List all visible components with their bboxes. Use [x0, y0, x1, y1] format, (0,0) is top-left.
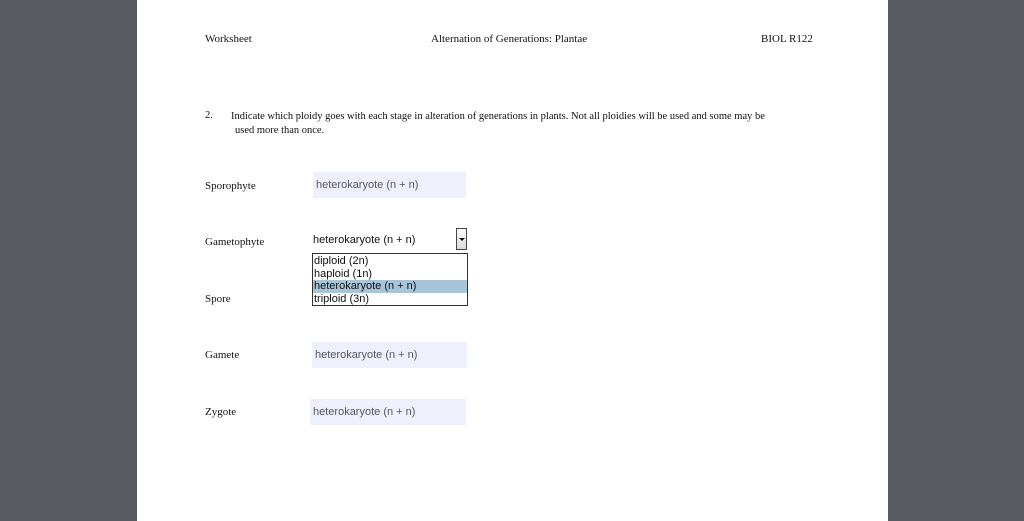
chevron-down-icon	[459, 238, 465, 241]
stage-label-sporophyte: Sporophyte	[205, 180, 256, 192]
stage-label-gametophyte: Gametophyte	[205, 236, 265, 248]
option-heterokaryote[interactable]: heterokaryote (n + n)	[313, 280, 467, 293]
option-diploid[interactable]: diploid (2n)	[314, 255, 369, 267]
gametophyte-ploidy-select[interactable]	[310, 227, 467, 253]
header-course: BIOL R122	[761, 33, 813, 45]
ploidy-options-list[interactable]	[312, 253, 468, 306]
stage-label-gamete: Gamete	[205, 349, 240, 361]
header-left: Worksheet	[205, 33, 252, 45]
question-text-line1: Indicate which ploidy goes with each stage in alteration of generations in plants. Not all ploidies will be used and some may be	[231, 111, 765, 122]
option-haploid[interactable]: haploid (1n)	[314, 267, 373, 280]
question-text-line2: used more than once.	[235, 125, 325, 136]
stage-label-zygote: Zygote	[205, 406, 237, 418]
zygote-ploidy-select[interactable]: heterokaryote (n + n)	[310, 399, 466, 425]
stage-label-spore: Spore	[205, 293, 231, 305]
dropdown-toggle-button[interactable]	[456, 228, 467, 250]
header-title: Alternation of Generations: Plantae	[431, 33, 588, 45]
question-number: 2.	[205, 110, 213, 121]
gamete-ploidy-select[interactable]: heterokaryote (n + n)	[312, 342, 467, 368]
option-triploid[interactable]: triploid (3n)	[314, 292, 370, 305]
gametophyte-selected-value: heterokaryote (n + n)	[313, 234, 416, 246]
question-text	[231, 110, 831, 138]
worksheet-page	[137, 0, 888, 521]
sporophyte-ploidy-select[interactable]: heterokaryote (n + n)	[313, 172, 466, 198]
